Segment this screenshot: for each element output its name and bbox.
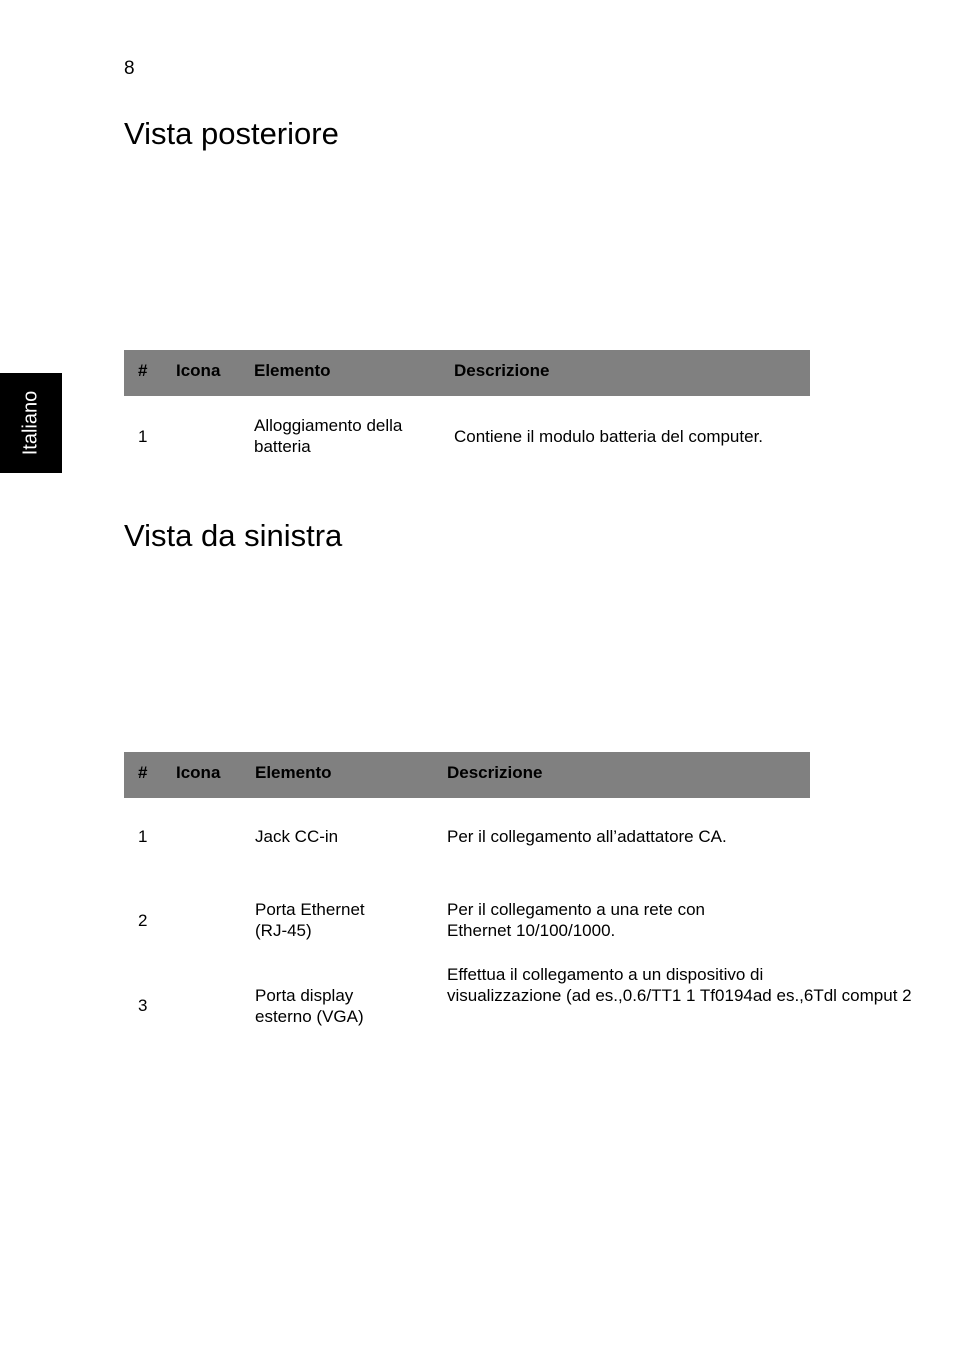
language-tab: [0, 373, 62, 473]
row-number: 3: [138, 996, 148, 1015]
table-row: [124, 965, 912, 1057]
row-number: 1: [138, 827, 148, 846]
header-element: Elemento: [254, 361, 331, 380]
header-number: #: [138, 763, 148, 782]
row-element: Porta display esterno (VGA): [255, 986, 364, 1026]
row-description: Contiene il modulo batteria del computer.: [454, 427, 764, 446]
header-description: Descrizione: [454, 361, 550, 380]
table-header: [124, 350, 810, 396]
section-title-left-view: Vista da sinistra: [124, 518, 343, 553]
row-number: 2: [138, 911, 148, 930]
rear-view-table: [124, 350, 810, 478]
page-number: 8: [124, 58, 135, 79]
header-icon: Icona: [176, 763, 221, 782]
table-row: [124, 882, 810, 967]
language-tab-label: Italiano: [19, 390, 42, 456]
left-view-table: [124, 752, 912, 1057]
section-title-rear-view: Vista posteriore: [124, 116, 339, 151]
table-header: [124, 752, 810, 798]
header-icon: Icona: [176, 361, 221, 380]
row-description: Per il collegamento all’adattatore CA.: [447, 827, 727, 846]
header-number: #: [138, 361, 148, 380]
row-description: Per il collegamento a una rete con Ethernet 10/100/1000.: [447, 900, 705, 940]
row-description: Effettua il collegamento a un dispositivo di visualizzazione (ad es.,0.6/TT1 1 Tf0194ad es.,6Tdl comput 2: [447, 965, 912, 1005]
row-element: Porta Ethernet (RJ-45): [255, 900, 365, 940]
table-row: [124, 396, 810, 478]
table-row: [124, 798, 810, 882]
row-number: 1: [138, 427, 148, 446]
header-element: Elemento: [255, 763, 332, 782]
row-element: Jack CC-in: [255, 827, 339, 846]
header-description: Descrizione: [447, 763, 543, 782]
row-element: Alloggiamento della batteria: [254, 416, 403, 456]
